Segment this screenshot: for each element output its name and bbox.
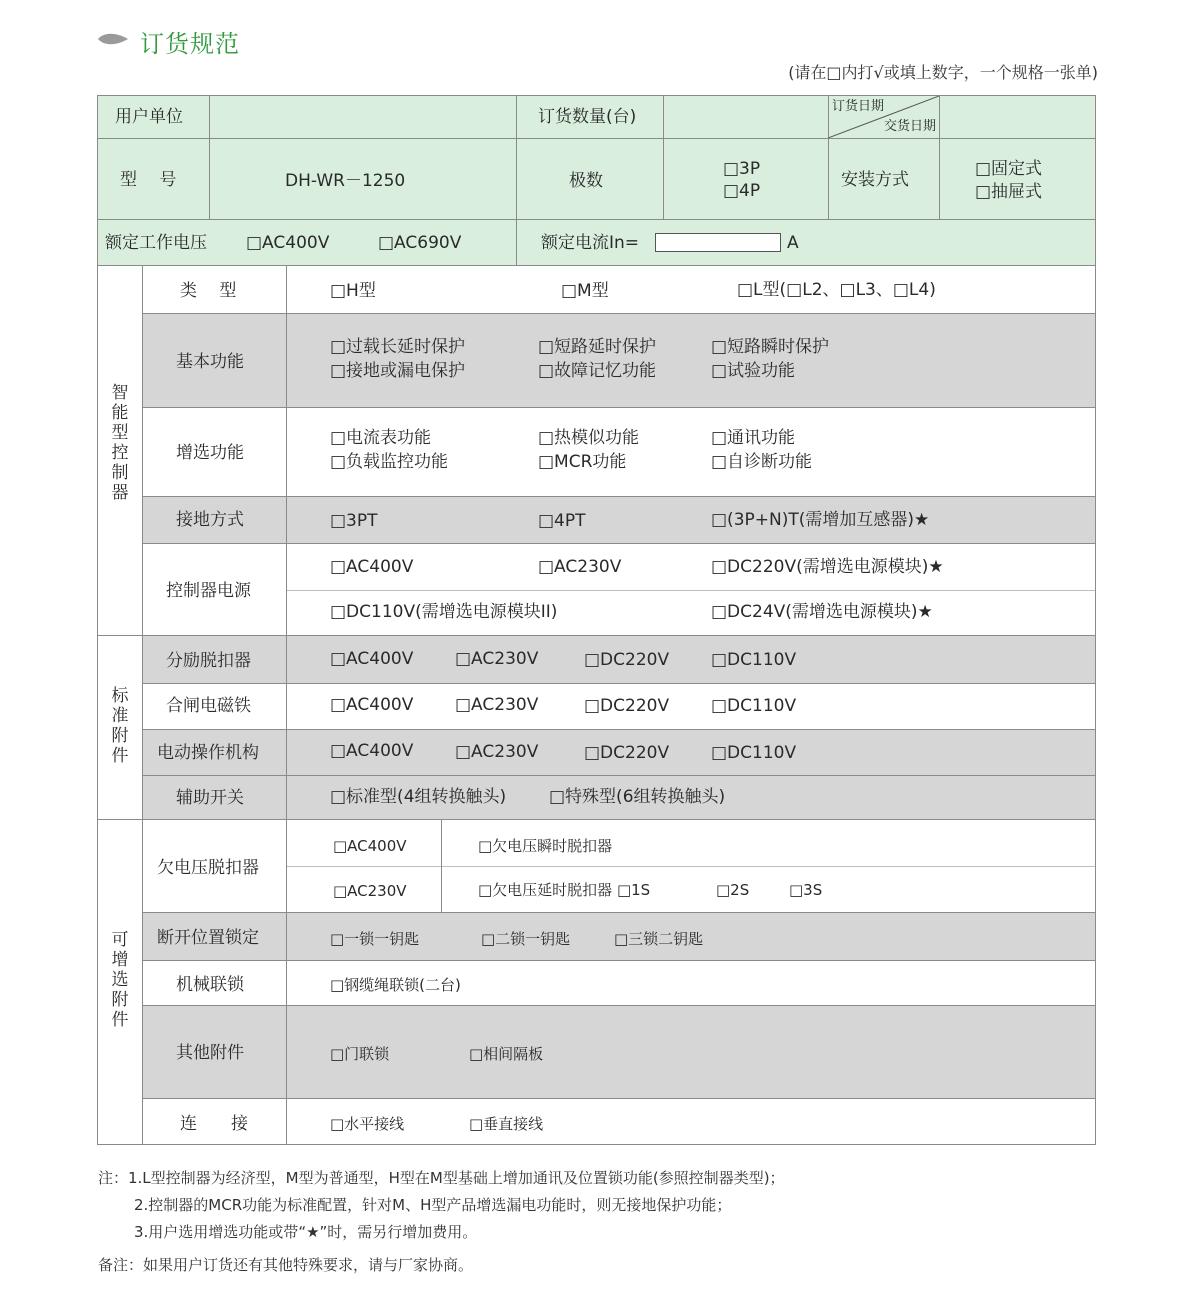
aux-special-checkbox[interactable]: □特殊型(6组转换触头) (549, 787, 726, 807)
power-ac400-checkbox[interactable]: □AC400V (330, 557, 414, 577)
uv-label: 欠电压脱扣器 (157, 858, 259, 878)
other-door-checkbox[interactable]: □门联锁 (330, 1045, 390, 1063)
opt-selfdiag-checkbox[interactable]: □自诊断功能 (711, 452, 813, 472)
model-value: DH-WR－1250 (285, 171, 406, 191)
opt-label: 增选功能 (176, 443, 244, 463)
uv-3s-checkbox[interactable]: □3S (789, 881, 823, 899)
opt-mcr-checkbox[interactable]: □MCR功能 (538, 452, 627, 472)
motor-dc110-checkbox[interactable]: □DC110V (711, 743, 797, 763)
row-divider (98, 219, 1095, 220)
power-ac230-checkbox[interactable]: □AC230V (538, 557, 622, 577)
power-label: 控制器电源 (166, 581, 251, 601)
opt-load-checkbox[interactable]: □负载监控功能 (330, 452, 449, 472)
ground-label: 接地方式 (176, 510, 244, 530)
col-divider (142, 265, 143, 1145)
motor-label: 电动操作机构 (157, 743, 259, 763)
type-m-checkbox[interactable]: □M型 (561, 281, 609, 301)
row-divider (286, 866, 1095, 867)
remark: 备注：如果用户订货还有其他特殊要求，请与厂家协商。 (98, 1256, 474, 1274)
fill-instruction: (请在□内打√或填上数字，一个规格一张单) (788, 63, 1098, 82)
pole-3p-checkbox[interactable]: □3P (723, 159, 761, 179)
motor-dc220-checkbox[interactable]: □DC220V (584, 743, 670, 763)
conn-vertical-checkbox[interactable]: □垂直接线 (469, 1115, 544, 1133)
std-accessories-group-label: 标准附件 (111, 686, 129, 766)
ground-3pt-checkbox[interactable]: □3PT (330, 511, 378, 531)
uv-ac400-checkbox[interactable]: □AC400V (333, 837, 407, 855)
type-label: 类 型 (180, 281, 237, 301)
conn-horizontal-checkbox[interactable]: □水平接线 (330, 1115, 405, 1133)
power-dc110-checkbox[interactable]: □DC110V(需增选电源模块II) (330, 602, 558, 622)
order-qty-label: 订货数量(台) (538, 107, 637, 127)
leaf-bullet-icon (96, 31, 130, 47)
uv-delay-checkbox[interactable]: □欠电压延时脱扣器 □1S (478, 881, 651, 899)
connection-label: 连 接 (180, 1114, 248, 1134)
col-divider (516, 96, 517, 265)
interlock-cable-checkbox[interactable]: □钢缆绳联锁(二台) (330, 976, 461, 994)
date-field[interactable] (940, 97, 1095, 138)
shunt-ac230-checkbox[interactable]: □AC230V (455, 649, 539, 669)
shunt-dc110-checkbox[interactable]: □DC110V (711, 650, 797, 670)
interlock-label: 机械联锁 (176, 975, 244, 995)
current-label: 额定电流In= (541, 233, 640, 253)
basic-short-delay-checkbox[interactable]: □短路延时保护 (538, 337, 657, 357)
pole-4p-checkbox[interactable]: □4P (723, 181, 761, 201)
voltage-ac690-checkbox[interactable]: □AC690V (378, 233, 462, 253)
opt-ammeter-checkbox[interactable]: □电流表功能 (330, 428, 432, 448)
closing-label: 合闸电磁铁 (166, 696, 251, 716)
row-divider (286, 590, 1095, 591)
aux-standard-checkbox[interactable]: □标准型(4组转换触头) (330, 787, 507, 807)
power-dc24-checkbox[interactable]: □DC24V(需增选电源模块)★ (711, 602, 933, 622)
note-3: 3.用户选用增选功能或带“★”时，需另行增加费用。 (134, 1223, 478, 1241)
order-date-label: 订货日期 (832, 99, 885, 114)
shunt-dc220-checkbox[interactable]: □DC220V (584, 650, 670, 670)
ground-4pt-checkbox[interactable]: □4PT (538, 511, 586, 531)
ground-3pn-checkbox[interactable]: □(3P+N)T(需增加互感器)★ (711, 510, 930, 530)
user-unit-field[interactable] (210, 97, 516, 138)
closing-ac400-checkbox[interactable]: □AC400V (330, 695, 414, 715)
shunt-ac400-checkbox[interactable]: □AC400V (330, 649, 414, 669)
lock-label: 断开位置锁定 (157, 928, 259, 948)
mount-label: 安装方式 (841, 170, 909, 190)
lock-1-checkbox[interactable]: □一锁一钥匙 (330, 930, 420, 948)
other-barrier-checkbox[interactable]: □相间隔板 (469, 1045, 544, 1063)
order-qty-field[interactable] (664, 97, 828, 138)
delivery-date-label: 交货日期 (884, 119, 937, 134)
closing-dc220-checkbox[interactable]: □DC220V (584, 696, 670, 716)
other-label: 其他附件 (176, 1043, 244, 1063)
motor-ac230-checkbox[interactable]: □AC230V (455, 742, 539, 762)
voltage-label: 额定工作电压 (105, 233, 207, 253)
shunt-label: 分励脱扣器 (166, 651, 251, 671)
user-unit-label: 用户单位 (115, 107, 183, 127)
col-divider (441, 819, 442, 912)
current-unit: A (787, 233, 799, 253)
type-h-checkbox[interactable]: □H型 (330, 281, 376, 301)
lock-3-checkbox[interactable]: □三锁二钥匙 (614, 930, 704, 948)
row-divider (98, 635, 1095, 636)
closing-dc110-checkbox[interactable]: □DC110V (711, 696, 797, 716)
uv-2s-checkbox[interactable]: □2S (716, 881, 750, 899)
controller-group-label: 智能型控制器 (111, 383, 129, 503)
type-l-checkbox[interactable]: □L型(□L2、□L3、□L4) (737, 280, 936, 300)
mount-fixed-checkbox[interactable]: □固定式 (975, 159, 1043, 179)
basic-label: 基本功能 (176, 352, 244, 372)
basic-fault-mem-checkbox[interactable]: □故障记忆功能 (538, 361, 657, 381)
opt-accessories-group-label: 可增选附件 (111, 930, 129, 1030)
page-title: 订货规范 (140, 30, 240, 58)
basic-test-checkbox[interactable]: □试验功能 (711, 361, 796, 381)
mount-drawer-checkbox[interactable]: □抽屉式 (975, 182, 1043, 202)
basic-short-inst-checkbox[interactable]: □短路瞬时保护 (711, 337, 830, 357)
motor-ac400-checkbox[interactable]: □AC400V (330, 741, 414, 761)
aux-label: 辅助开关 (176, 788, 244, 808)
basic-ground-checkbox[interactable]: □接地或漏电保护 (330, 361, 466, 381)
row-divider (98, 819, 1095, 820)
col-divider (286, 265, 287, 1145)
voltage-ac400-checkbox[interactable]: □AC400V (246, 233, 330, 253)
model-label: 型 号 (120, 170, 177, 190)
basic-overload-checkbox[interactable]: □过载长延时保护 (330, 337, 466, 357)
note-2: 2.控制器的MCR功能为标准配置，针对M、H型产品增选漏电功能时，则无接地保护功能； (134, 1196, 732, 1214)
current-input[interactable] (655, 233, 781, 252)
opt-comm-checkbox[interactable]: □通讯功能 (711, 428, 796, 448)
uv-ac230-checkbox[interactable]: □AC230V (333, 882, 407, 900)
row-divider (98, 265, 1095, 266)
poles-label: 极数 (569, 171, 603, 191)
uv-instant-checkbox[interactable]: □欠电压瞬时脱扣器 (478, 837, 613, 855)
power-dc220-checkbox[interactable]: □DC220V(需增选电源模块)★ (711, 557, 944, 577)
row-divider (98, 138, 1095, 139)
lock-2-checkbox[interactable]: □二锁一钥匙 (481, 930, 571, 948)
opt-thermal-checkbox[interactable]: □热模似功能 (538, 428, 640, 448)
note-1: 注：1.L型控制器为经济型，M型为普通型，H型在M型基础上增加通讯及位置锁功能(参照控制器类型)； (98, 1169, 785, 1187)
closing-ac230-checkbox[interactable]: □AC230V (455, 695, 539, 715)
